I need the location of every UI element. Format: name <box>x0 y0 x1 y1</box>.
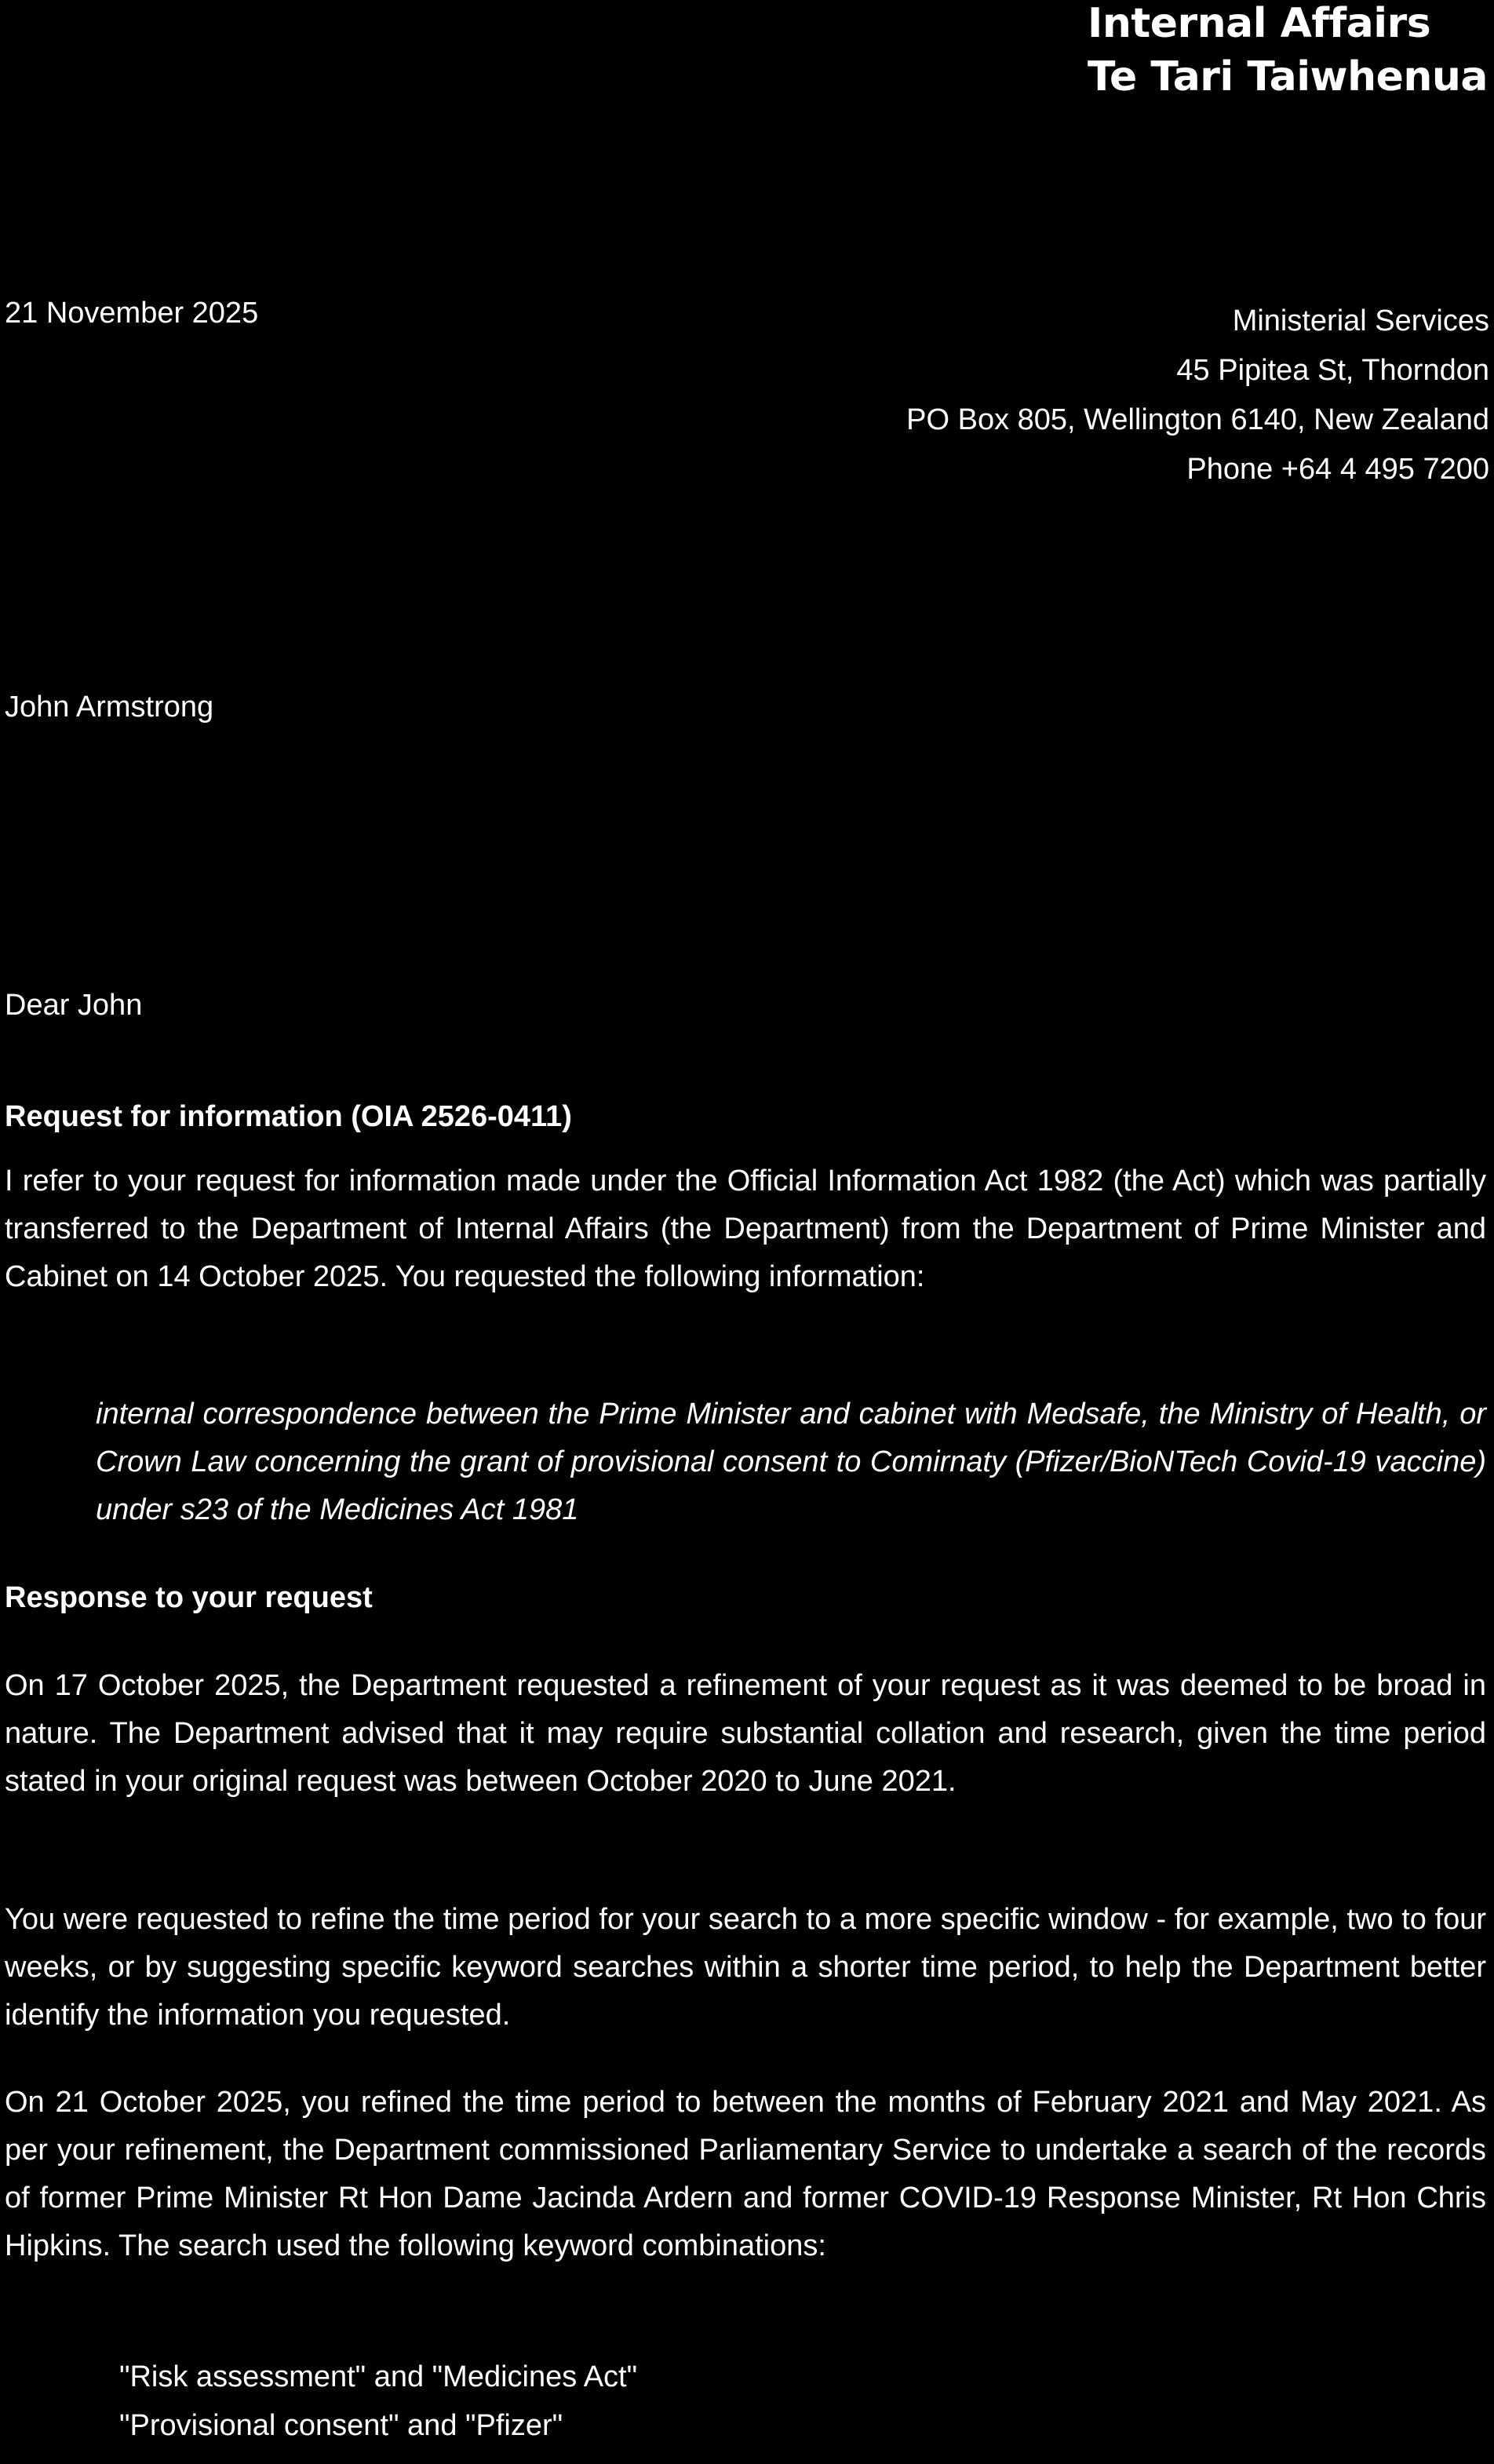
intro-paragraph-block <box>5 1157 1486 1301</box>
address-line-street: 45 Pipitea St, Thorndon <box>1176 354 1489 387</box>
response-paragraph-3-block <box>5 2079 1486 2270</box>
request-heading: Request for information (OIA 2526-0411) <box>5 1100 572 1133</box>
letter-date: 21 November 2025 <box>5 297 259 330</box>
intro-paragraph: I refer to your request for information made under the Official Information Act 1982 (the Act) which was partially transferred to the Department of Internal Affairs (the Department) from the Department of Prime Minister and Cabinet on 14 October 2025. You requested the following information: <box>5 1165 1486 1293</box>
salutation: Dear John <box>5 989 143 1022</box>
response-paragraph-2-block <box>5 1896 1486 2039</box>
quoted-request: internal correspondence between the Prime Minister and cabinet with Medsafe, the Ministry of Health, or Crown Law concerning the grant of provisional consent to Comirnaty (Pfizer/BioNTech Covid-19 vaccine) under s23 of the Medicines Act 1981 <box>96 1398 1486 1526</box>
logo-line-english: Internal Affairs <box>1087 0 1431 47</box>
quoted-request-block <box>5 1391 1486 1534</box>
keyword-combination: "Risk assessment" and "Medicines Act" <box>119 2360 638 2393</box>
address-line-department: Ministerial Services <box>1232 304 1489 337</box>
recipient-name: John Armstrong <box>5 691 214 724</box>
response-paragraph: You were requested to refine the time period for your search to a more specific window - for example, two to four weeks, or by suggesting specific keyword searches within a shorter time period, to help the Department better identify the information you requested. <box>5 1903 1486 2032</box>
address-line-po-box: PO Box 805, Wellington 6140, New Zealand <box>906 403 1489 436</box>
keyword-combination: "Provisional consent" and "Pfizer" <box>119 2409 563 2442</box>
logo-line-maori: Te Tari Taiwhenua <box>1087 53 1488 100</box>
response-paragraph: On 17 October 2025, the Department requested a refinement of your request as it was deemed to be broad in nature. The Department advised that it may require substantial collation and research, given the time period stated in your original request was between October 2020 to June 2021. <box>5 1669 1486 1798</box>
sender-address <box>906 297 1489 494</box>
response-paragraph-1-block <box>5 1662 1486 1806</box>
response-paragraph: On 21 October 2025, you refined the time period to between the months of February 2021 and May 2021. As per your refinement, the Department commissioned Parliamentary Service to undertake a search of the records of former Prime Minister Rt Hon Dame Jacinda Ardern and former COVID-19 Response Minister, Rt Hon Chris Hipkins. The search used the following keyword combinations: <box>5 2086 1486 2262</box>
response-heading: Response to your request <box>5 1581 373 1614</box>
response-heading-block <box>5 1574 1486 1622</box>
dia-logo <box>1088 0 1488 104</box>
address-line-phone: Phone +64 4 495 7200 <box>1186 453 1489 486</box>
request-heading-block <box>5 1093 1486 1141</box>
keyword-list <box>5 2353 1486 2450</box>
